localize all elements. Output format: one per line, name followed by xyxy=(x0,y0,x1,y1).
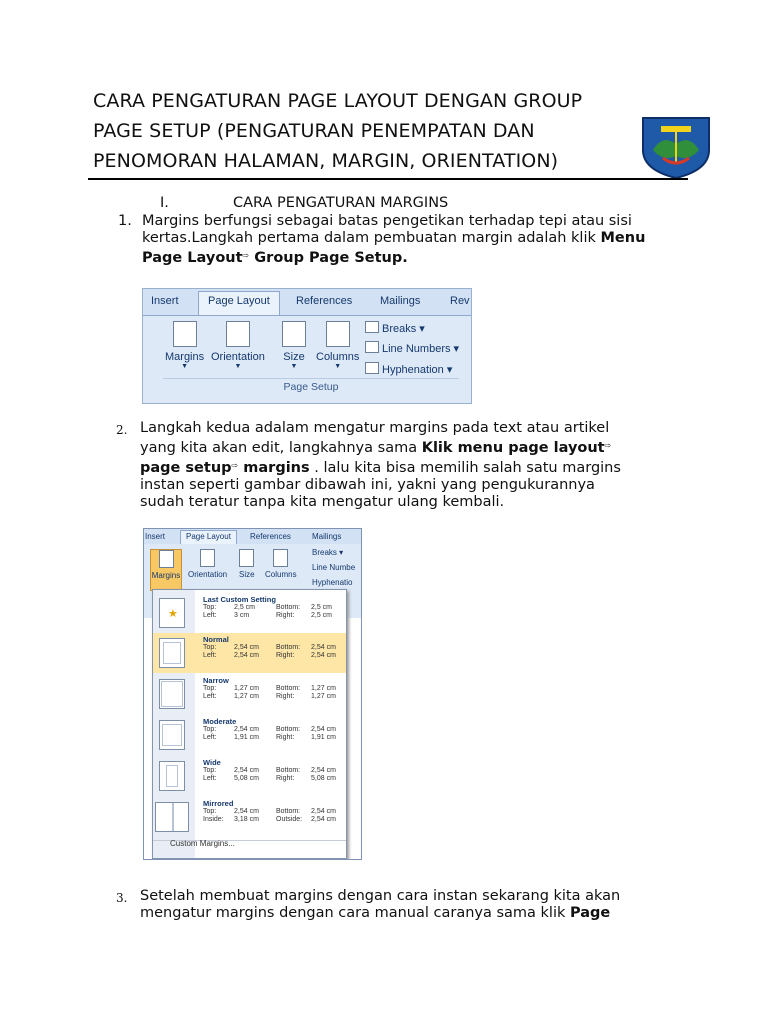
text-line xyxy=(140,437,621,457)
option-name: Wide xyxy=(203,758,221,767)
text-line: Setelah membuat margins dengan cara instan sekarang kita akan xyxy=(140,888,621,904)
option-value: 2,5 cm xyxy=(311,612,333,619)
option-label: Left: xyxy=(203,693,217,700)
moderate-page-icon xyxy=(159,720,185,750)
option-label: Right: xyxy=(276,734,295,741)
option-label: Bottom: xyxy=(276,604,301,611)
option-value: 3 cm xyxy=(234,612,250,619)
size-button[interactable] xyxy=(239,549,255,579)
option-value: 2,54 cm xyxy=(234,767,259,774)
title-line: PENOMORAN HALAMAN, MARGIN, ORIENTATION) xyxy=(93,150,559,172)
tab-references[interactable]: References xyxy=(250,532,291,541)
chevron-down-icon: ▼ xyxy=(290,363,298,370)
option-label: Right: xyxy=(276,775,295,782)
breaks-button[interactable] xyxy=(365,321,425,335)
option-name: Last Custom Setting xyxy=(203,595,276,604)
margin-option-wide[interactable] xyxy=(153,756,346,796)
arrow-icon: ⇨ xyxy=(242,251,250,260)
option-value: 1,91 cm xyxy=(234,734,259,741)
option-label: Bottom: xyxy=(276,644,301,651)
bold-run: Group Page Setup. xyxy=(249,250,408,266)
bold-run: Klik menu page layout xyxy=(421,440,605,456)
chevron-down-icon: ▼ xyxy=(234,363,242,370)
option-label: Right: xyxy=(276,652,295,659)
item-number: 3. xyxy=(116,891,128,905)
bold-run: margins xyxy=(238,460,310,476)
narrow-page-icon xyxy=(159,679,185,709)
tab-mailings[interactable]: Mailings xyxy=(312,532,342,541)
button-label: Orientation xyxy=(211,351,265,363)
bold-run: page setup xyxy=(140,460,232,476)
option-value: 5,08 cm xyxy=(234,775,259,782)
custom-margins-item[interactable]: Custom Margins... xyxy=(170,839,235,848)
title-divider xyxy=(88,178,688,180)
columns-icon xyxy=(326,321,350,347)
option-value: 1,27 cm xyxy=(234,693,259,700)
option-value: 2,54 cm xyxy=(311,644,336,651)
text-line xyxy=(142,230,645,247)
margins-button[interactable] xyxy=(150,549,182,591)
mirrored-page-icon xyxy=(155,802,189,832)
text-run: yang kita akan edit, langkahnya sama xyxy=(140,440,422,456)
option-name: Mirrored xyxy=(203,799,234,808)
text-run: . lalu kita bisa memilih salah satu margins xyxy=(309,460,621,476)
group-label: Page Setup xyxy=(163,378,459,393)
orientation-button[interactable] xyxy=(188,549,227,579)
option-label: Top: xyxy=(203,644,217,651)
margin-option-normal[interactable] xyxy=(153,633,346,673)
option-value: 2,54 cm xyxy=(311,816,336,823)
margin-option-narrow[interactable] xyxy=(153,674,346,714)
option-label: Top: xyxy=(203,767,217,774)
option-label: Top: xyxy=(203,808,217,815)
breaks-icon xyxy=(365,321,379,333)
option-name: Normal xyxy=(203,635,229,644)
item1-text xyxy=(142,213,645,267)
text-line: sudah teratur tanpa kita mengatur ulang kembali. xyxy=(140,494,505,510)
text-line xyxy=(140,905,620,922)
last-custom-page-icon xyxy=(159,598,185,628)
option-value: 1,27 cm xyxy=(311,693,336,700)
option-label: Top: xyxy=(203,726,217,733)
margin-option-mirrored[interactable] xyxy=(153,797,346,837)
option-value: 2,54 cm xyxy=(311,767,336,774)
option-value: 2,54 cm xyxy=(234,808,259,815)
text-line xyxy=(142,247,645,267)
option-value: 1,91 cm xyxy=(311,734,336,741)
columns-icon xyxy=(273,549,288,567)
button-label: Line Numbers ▾ xyxy=(382,343,460,355)
orientation-icon xyxy=(200,549,215,567)
button-label: Hyphenation ▾ xyxy=(382,364,453,376)
title-line: PAGE SETUP (PENGATURAN PENEMPATAN DAN xyxy=(93,120,535,142)
tab-insert[interactable]: Insert xyxy=(151,295,179,307)
option-value: 5,08 cm xyxy=(311,775,336,782)
title-line: CARA PENGATURAN PAGE LAYOUT DENGAN GROUP xyxy=(93,90,583,112)
option-value: 2,54 cm xyxy=(234,644,259,651)
option-value: 1,27 cm xyxy=(311,685,336,692)
line-numbers-icon xyxy=(365,341,379,353)
hyphenation-button[interactable] xyxy=(365,362,452,376)
star-icon: ★ xyxy=(168,608,178,620)
tab-review[interactable]: Rev xyxy=(450,295,470,307)
button-label: Size xyxy=(239,570,255,579)
hyphenation-button[interactable]: Hyphenatio xyxy=(312,578,353,587)
bold-run: Menu xyxy=(600,230,646,246)
tab-references[interactable]: References xyxy=(296,295,353,307)
option-label: Inside: xyxy=(203,816,224,823)
button-label: Orientation xyxy=(188,570,228,579)
option-label: Right: xyxy=(276,693,295,700)
line-numbers-button[interactable]: Line Numbe xyxy=(312,563,356,572)
margins-icon xyxy=(173,321,197,347)
breaks-button[interactable]: Breaks ▾ xyxy=(312,548,344,557)
arrow-icon: ⇨ xyxy=(231,461,239,470)
text-line: Margins berfungsi sebagai batas pengetikan terhadap tepi atau sisi xyxy=(142,213,632,229)
chevron-down-icon: ▼ xyxy=(334,363,342,370)
option-label: Outside: xyxy=(276,816,303,823)
bold-run: Page Layout xyxy=(142,250,243,266)
button-label: Margins xyxy=(165,351,205,363)
columns-button[interactable] xyxy=(265,549,297,579)
option-value: 2,54 cm xyxy=(311,808,336,815)
text-line xyxy=(140,457,621,477)
option-value: 2,54 cm xyxy=(311,726,336,733)
option-value: 2,54 cm xyxy=(234,726,259,733)
margins-dropdown xyxy=(152,589,347,859)
option-value: 2,54 cm xyxy=(234,652,259,659)
document-title xyxy=(93,86,633,176)
option-value: 2,5 cm xyxy=(234,604,256,611)
hyphenation-icon xyxy=(365,362,379,374)
option-label: Left: xyxy=(203,775,217,782)
option-label: Bottom: xyxy=(276,685,301,692)
button-label: Columns xyxy=(316,351,360,363)
button-label: Breaks ▾ xyxy=(382,323,425,335)
option-label: Left: xyxy=(203,734,217,741)
option-label: Left: xyxy=(203,652,217,659)
option-name: Moderate xyxy=(203,717,237,726)
option-label: Left: xyxy=(203,612,217,619)
item3-text xyxy=(140,888,620,922)
tab-mailings[interactable]: Mailings xyxy=(380,295,421,307)
option-label: Bottom: xyxy=(276,767,301,774)
section-numeral: I. xyxy=(160,195,169,211)
text-run: mengatur margins dengan cara manual caranya sama klik xyxy=(140,905,570,921)
option-label: Top: xyxy=(203,604,217,611)
margins-menu-screenshot xyxy=(143,528,362,860)
ribbon-tabs xyxy=(143,289,471,316)
text-line: instan seperti gambar dibawah ini, yakni yang pengukurannya xyxy=(140,477,595,493)
margin-option-last-custom[interactable] xyxy=(153,593,346,633)
option-value: 3,18 cm xyxy=(234,816,259,823)
chevron-down-icon: ▼ xyxy=(181,363,189,370)
margins-icon xyxy=(159,550,174,568)
ribbon-tabs xyxy=(144,529,361,545)
margin-option-moderate[interactable] xyxy=(153,715,346,755)
option-value: 1,27 cm xyxy=(234,685,259,692)
ribbon-screenshot xyxy=(142,288,472,404)
option-value: 2,54 cm xyxy=(311,652,336,659)
university-logo xyxy=(637,110,715,180)
button-label: Size xyxy=(283,351,305,363)
option-label: Right: xyxy=(276,612,295,619)
arrow-icon: ⇨ xyxy=(604,441,612,450)
item-number: 1. xyxy=(118,213,132,229)
line-numbers-button[interactable] xyxy=(365,341,459,355)
option-name: Narrow xyxy=(203,676,229,685)
columns-button[interactable] xyxy=(316,321,359,370)
text-run: kertas.Langkah pertama dalam pembuatan margin adalah klik xyxy=(142,230,601,246)
button-label: Columns xyxy=(265,570,297,579)
bold-run: Page xyxy=(570,905,611,921)
size-icon xyxy=(239,549,254,567)
tab-insert[interactable]: Insert xyxy=(145,532,166,541)
size-button[interactable] xyxy=(282,321,306,370)
section-heading: CARA PENGATURAN MARGINS xyxy=(233,195,449,211)
wide-page-icon xyxy=(159,761,185,791)
orientation-icon xyxy=(226,321,250,347)
tab-page-layout[interactable]: Page Layout xyxy=(180,530,237,544)
option-value: 2,5 cm xyxy=(311,604,333,611)
size-icon xyxy=(282,321,306,347)
item2-text xyxy=(140,420,621,511)
item-number: 2. xyxy=(116,423,128,437)
option-label: Bottom: xyxy=(276,726,301,733)
option-label: Bottom: xyxy=(276,808,301,815)
button-label: Margins xyxy=(151,571,181,580)
orientation-button[interactable] xyxy=(211,321,265,370)
normal-page-icon xyxy=(159,638,185,668)
option-label: Top: xyxy=(203,685,217,692)
margins-button[interactable] xyxy=(165,321,204,370)
text-line: Langkah kedua adalam mengatur margins pada text atau artikel xyxy=(140,420,610,436)
tab-page-layout[interactable]: Page Layout xyxy=(198,291,280,315)
